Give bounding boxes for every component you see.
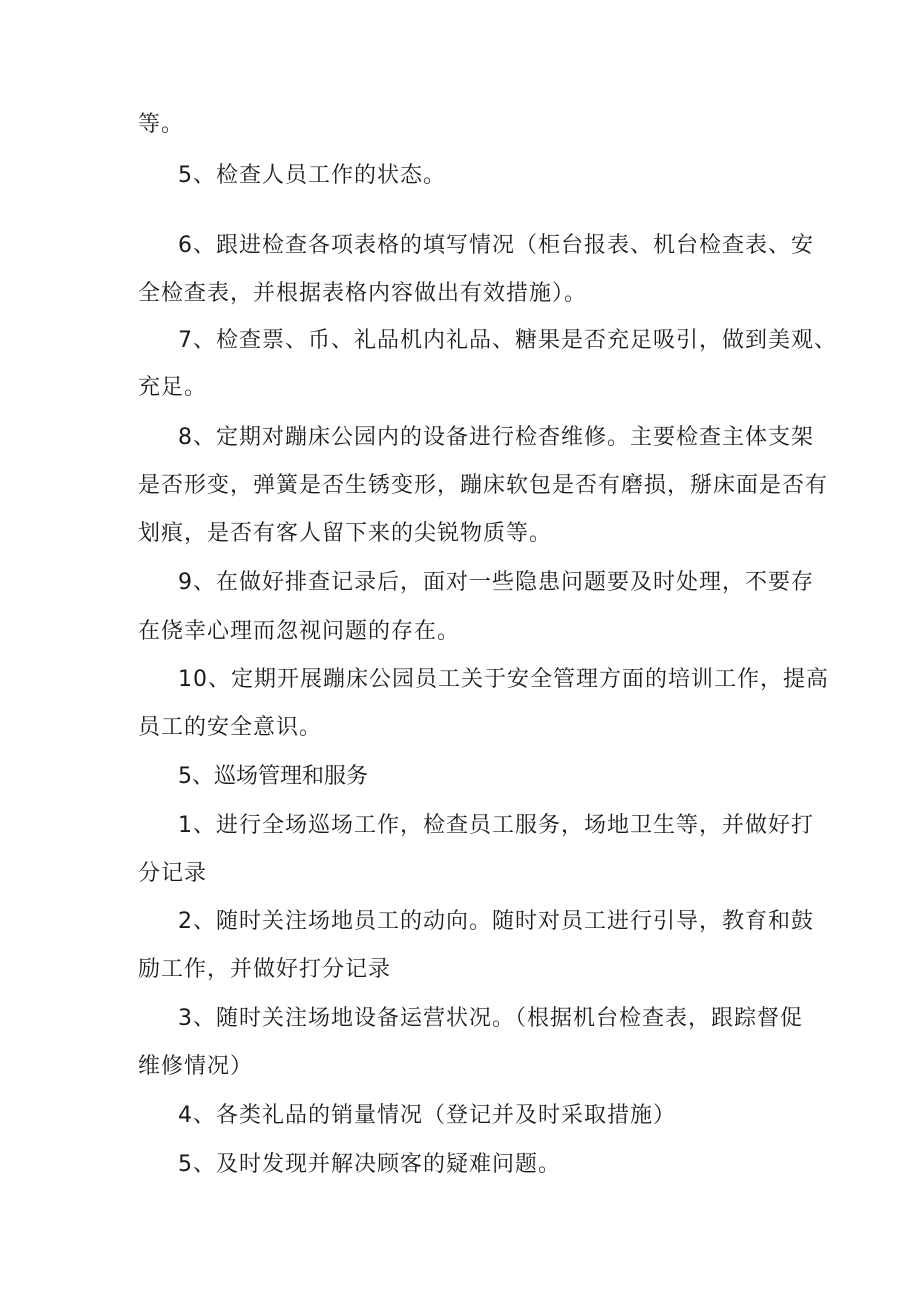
text-line: 等。 <box>138 112 185 137</box>
text-line: 3、随时关注场地设备运营状况。（根据机台检查表，跟踪督促 <box>178 1006 803 1031</box>
text-line: 6、跟进检查各项表格的填写情况（柜台报表、机台检查表、安 <box>178 233 814 258</box>
text-line: 4、各类礼品的销量情况（登记并及时采取措施） <box>178 1103 676 1128</box>
text-line: 10、定期开展蹦床公园员工关于安全管理方面的培训工作，提高 <box>178 667 829 692</box>
section-heading: 5、巡场管理和服务 <box>178 764 368 789</box>
text-line: 5、检查人员工作的状态。 <box>178 163 446 188</box>
text-line: 维修情况） <box>138 1054 254 1079</box>
text-line: 充足。 <box>138 375 208 400</box>
text-line: 1、进行全场巡场工作，检查员工服务，场地卫生等，并做好打 <box>178 813 814 838</box>
text-line: 7、检查票、币、礼品机内礼品、糖果是否充足吸引，做到美观、 <box>178 328 837 353</box>
text-line: 员工的安全意识。 <box>138 715 323 740</box>
text-line: 5、及时发现并解决顾客的疑难问题。 <box>178 1152 561 1177</box>
text-line: 8、定期对蹦床公园内的设备进行检杳维修。主要检查主体支架 <box>178 425 814 450</box>
text-line: 全检查表，并根据表格内容做出有效措施）。 <box>138 281 588 306</box>
text-line: 划痕，是否有客人留下来的尖锐物质等。 <box>138 521 553 546</box>
text-line: 分记录 <box>138 861 208 886</box>
text-line: 是否形变，弹簧是否生锈变形，蹦床软包是否有磨损，掰床面是否有 <box>138 473 829 498</box>
text-line: 励工作，并做好打分记录 <box>138 957 392 982</box>
text-line: 在侥幸心理而忽视问题的存在。 <box>138 619 461 644</box>
text-line: 2、随时关注场地员工的动向。随时对员工进行引导，教育和鼓 <box>178 909 814 934</box>
text-line: 9、在做好排查记录后，面对一些隐患问题要及时处理，不要存 <box>178 570 814 595</box>
